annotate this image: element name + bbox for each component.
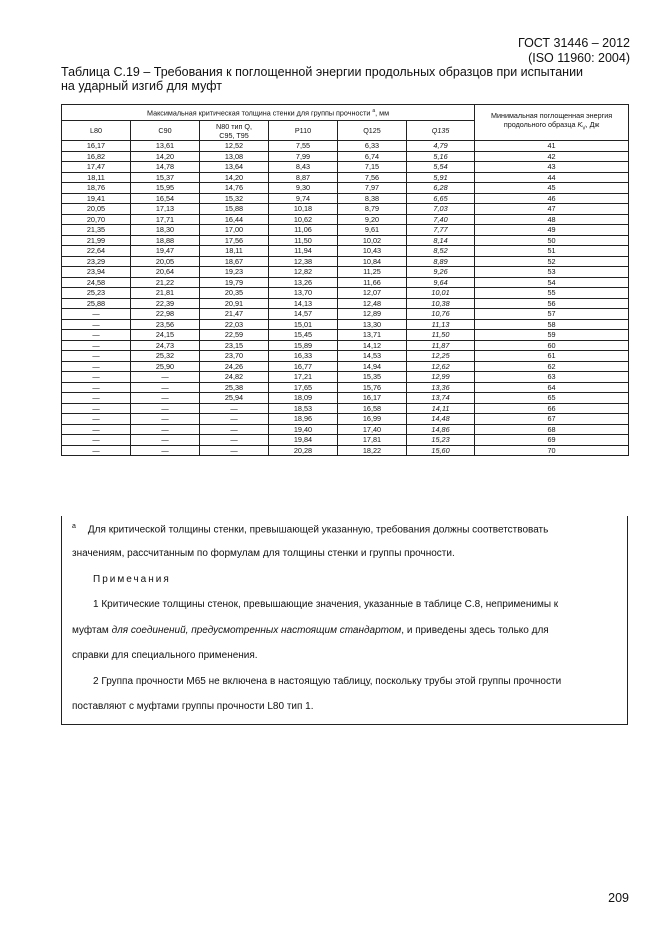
cell-n80: 22,59: [200, 330, 269, 341]
cell-q135: 9,64: [407, 277, 475, 288]
cell-n80: 20,35: [200, 288, 269, 299]
cell-l80: 18,76: [62, 183, 131, 194]
cell-p110: 7,55: [269, 141, 338, 152]
cell-c90: 25,32: [131, 351, 200, 362]
cell-l80: 20,05: [62, 204, 131, 215]
cell-energy: 41: [475, 141, 629, 152]
cell-l80: 16,17: [62, 141, 131, 152]
wall-thickness-group-header: [62, 105, 475, 121]
cell-q125: 6,74: [338, 151, 407, 162]
cell-q125: 17,81: [338, 435, 407, 446]
energy-subscript: V: [582, 125, 586, 132]
column-header-n80-line-2: C95, T95: [219, 130, 249, 140]
cell-q135: 7,03: [407, 204, 475, 215]
cell-q135: 13,74: [407, 393, 475, 404]
cell-q125: 13,30: [338, 319, 407, 330]
cell-n80: 19,79: [200, 277, 269, 288]
cell-q135: 14,86: [407, 424, 475, 435]
cell-energy: 42: [475, 151, 629, 162]
cell-q125: 7,97: [338, 183, 407, 194]
cell-p110: 18,09: [269, 393, 338, 404]
cell-p110: 11,50: [269, 235, 338, 246]
cell-n80: 18,67: [200, 256, 269, 267]
cell-q125: 9,20: [338, 214, 407, 225]
cell-p110: 10,62: [269, 214, 338, 225]
cell-energy: 61: [475, 351, 629, 362]
cell-l80: —: [62, 309, 131, 320]
cell-energy: 62: [475, 361, 629, 372]
cell-p110: 12,82: [269, 267, 338, 278]
energy-requirements-table: [61, 104, 629, 456]
cell-p110: 14,57: [269, 309, 338, 320]
cell-energy: 44: [475, 172, 629, 183]
cell-c90: 24,73: [131, 340, 200, 351]
cell-c90: 14,78: [131, 162, 200, 173]
cell-q135: 5,16: [407, 151, 475, 162]
cell-c90: 21,81: [131, 288, 200, 299]
cell-q125: 17,40: [338, 424, 407, 435]
cell-q125: 16,17: [338, 393, 407, 404]
cell-q125: 14,53: [338, 351, 407, 362]
cell-q135: 14,48: [407, 414, 475, 425]
cell-l80: —: [62, 340, 131, 351]
table-row: [62, 204, 629, 215]
cell-q125: 10,84: [338, 256, 407, 267]
table-row: [62, 403, 629, 414]
cell-energy: 67: [475, 414, 629, 425]
note-2-line-1: 2 Группа прочности М65 не включена в настоящую таблицу, поскольку трубы этой группы прочности: [93, 676, 562, 687]
cell-c90: 14,20: [131, 151, 200, 162]
cell-p110: 14,13: [269, 298, 338, 309]
cell-energy: 60: [475, 340, 629, 351]
cell-p110: 8,87: [269, 172, 338, 183]
cell-energy: 63: [475, 372, 629, 383]
cell-p110: 17,21: [269, 372, 338, 383]
cell-n80: —: [200, 414, 269, 425]
note-2-line-2: поставляют с муфтами группы прочности L80 тип 1.: [72, 701, 314, 712]
cell-energy: 54: [475, 277, 629, 288]
notes-heading: Примечания: [93, 574, 171, 585]
note-1-text-start: муфтам: [72, 625, 112, 636]
cell-l80: 16,82: [62, 151, 131, 162]
cell-c90: —: [131, 424, 200, 435]
cell-q125: 10,02: [338, 235, 407, 246]
table-row: [62, 319, 629, 330]
cell-energy: 49: [475, 225, 629, 236]
cell-q135: 6,28: [407, 183, 475, 194]
cell-c90: 17,71: [131, 214, 200, 225]
cell-p110: 16,33: [269, 351, 338, 362]
cell-c90: 16,54: [131, 193, 200, 204]
group-header-unit: , мм: [375, 108, 390, 118]
cell-q135: 7,77: [407, 225, 475, 236]
cell-p110: 17,65: [269, 382, 338, 393]
cell-n80: 24,26: [200, 361, 269, 372]
cell-energy: 70: [475, 445, 629, 456]
cell-l80: —: [62, 393, 131, 404]
column-header-q135: Q135: [407, 121, 475, 141]
column-header-n80-line-1: N80 тип Q,: [216, 121, 252, 131]
cell-p110: 20,28: [269, 445, 338, 456]
table-row: [62, 235, 629, 246]
cell-q125: 9,61: [338, 225, 407, 236]
cell-l80: —: [62, 319, 131, 330]
table-row: [62, 288, 629, 299]
table-row: [62, 382, 629, 393]
group-header-text: Максимальная критическая толщина стенки для группы прочности: [147, 108, 371, 118]
column-header-n80: [200, 121, 269, 141]
cell-energy: 48: [475, 214, 629, 225]
table-row: [62, 193, 629, 204]
cell-l80: 20,70: [62, 214, 131, 225]
table-row: [62, 309, 629, 320]
cell-energy: 64: [475, 382, 629, 393]
table-row: [62, 151, 629, 162]
cell-q135: 15,60: [407, 445, 475, 456]
cell-p110: 8,43: [269, 162, 338, 173]
cell-energy: 47: [475, 204, 629, 215]
cell-c90: 25,90: [131, 361, 200, 372]
cell-c90: —: [131, 445, 200, 456]
cell-energy: 66: [475, 403, 629, 414]
cell-n80: 17,56: [200, 235, 269, 246]
table-row: [62, 256, 629, 267]
cell-c90: 13,61: [131, 141, 200, 152]
table-row: [62, 414, 629, 425]
footnote-line-1: Для критической толщины стенки, превышающей указанную, требования должны соответствовать: [87, 524, 549, 536]
cell-q125: 11,25: [338, 267, 407, 278]
cell-n80: 13,08: [200, 151, 269, 162]
column-header-l80: L80: [62, 121, 131, 141]
energy-unit: , Дж: [585, 120, 600, 130]
table-row: [62, 330, 629, 341]
table-row: [62, 214, 629, 225]
cell-l80: —: [62, 351, 131, 362]
column-header-c90: C90: [131, 121, 200, 141]
cell-c90: 22,98: [131, 309, 200, 320]
cell-p110: 16,77: [269, 361, 338, 372]
cell-p110: 13,26: [269, 277, 338, 288]
footnote: [72, 520, 623, 536]
cell-l80: —: [62, 361, 131, 372]
table-row: [62, 372, 629, 383]
cell-q135: 15,23: [407, 435, 475, 446]
cell-q125: 7,56: [338, 172, 407, 183]
cell-p110: 15,45: [269, 330, 338, 341]
table-row: [62, 172, 629, 183]
cell-c90: —: [131, 393, 200, 404]
cell-p110: 10,18: [269, 204, 338, 215]
cell-l80: 17,47: [62, 162, 131, 173]
note-1-line-3: справки для специального применения.: [72, 650, 258, 661]
cell-l80: —: [62, 330, 131, 341]
cell-q135: 11,50: [407, 330, 475, 341]
cell-q125: 15,76: [338, 382, 407, 393]
cell-q135: 11,87: [407, 340, 475, 351]
cell-q135: 12,25: [407, 351, 475, 362]
table-row: [62, 340, 629, 351]
cell-q135: 13,36: [407, 382, 475, 393]
table-title: [61, 65, 631, 93]
cell-l80: —: [62, 424, 131, 435]
cell-q135: 8,89: [407, 256, 475, 267]
cell-energy: 58: [475, 319, 629, 330]
cell-p110: 18,96: [269, 414, 338, 425]
note-1-text-end: , и приведены здесь только для: [401, 625, 549, 636]
cell-l80: —: [62, 414, 131, 425]
cell-l80: —: [62, 382, 131, 393]
table-row: [62, 361, 629, 372]
cell-n80: —: [200, 445, 269, 456]
table-title-line-2: на ударный изгиб для муфт: [61, 79, 222, 93]
cell-n80: 21,47: [200, 309, 269, 320]
cell-c90: 18,30: [131, 225, 200, 236]
page-number: 209: [608, 891, 629, 905]
cell-c90: 20,64: [131, 267, 200, 278]
table-row: [62, 246, 629, 257]
cell-n80: 25,94: [200, 393, 269, 404]
cell-q135: 14,11: [407, 403, 475, 414]
cell-l80: 22,64: [62, 246, 131, 257]
cell-l80: —: [62, 372, 131, 383]
cell-l80: —: [62, 445, 131, 456]
cell-n80: 22,03: [200, 319, 269, 330]
cell-energy: 43: [475, 162, 629, 173]
cell-q125: 8,38: [338, 193, 407, 204]
cell-n80: 17,00: [200, 225, 269, 236]
cell-n80: 14,20: [200, 172, 269, 183]
table-row: [62, 351, 629, 362]
cell-n80: 23,15: [200, 340, 269, 351]
cell-p110: 18,53: [269, 403, 338, 414]
cell-p110: 19,40: [269, 424, 338, 435]
cell-c90: 20,05: [131, 256, 200, 267]
cell-c90: 24,15: [131, 330, 200, 341]
table-row: [62, 424, 629, 435]
cell-energy: 57: [475, 309, 629, 320]
table-row: [62, 298, 629, 309]
standard-number: ГОСТ 31446 – 2012: [518, 36, 630, 50]
cell-n80: 23,70: [200, 351, 269, 362]
energy-header: [475, 105, 629, 141]
cell-l80: 23,94: [62, 267, 131, 278]
cell-q135: 7,40: [407, 214, 475, 225]
cell-n80: 15,32: [200, 193, 269, 204]
cell-q135: 9,26: [407, 267, 475, 278]
cell-energy: 69: [475, 435, 629, 446]
cell-c90: —: [131, 382, 200, 393]
cell-n80: —: [200, 435, 269, 446]
cell-n80: —: [200, 424, 269, 435]
cell-l80: —: [62, 435, 131, 446]
energy-symbol: K: [577, 120, 583, 130]
cell-q125: 15,35: [338, 372, 407, 383]
cell-q135: 5,54: [407, 162, 475, 173]
cell-q135: 8,14: [407, 235, 475, 246]
cell-c90: 23,56: [131, 319, 200, 330]
cell-n80: 13,64: [200, 162, 269, 173]
cell-c90: —: [131, 414, 200, 425]
cell-q135: 11,13: [407, 319, 475, 330]
cell-q135: 6,65: [407, 193, 475, 204]
cell-energy: 55: [475, 288, 629, 299]
cell-l80: 21,99: [62, 235, 131, 246]
cell-l80: 19,41: [62, 193, 131, 204]
cell-l80: —: [62, 403, 131, 414]
cell-c90: 17,13: [131, 204, 200, 215]
cell-n80: 12,52: [200, 141, 269, 152]
cell-p110: 11,94: [269, 246, 338, 257]
cell-c90: 15,95: [131, 183, 200, 194]
table-row: [62, 141, 629, 152]
cell-q135: 5,91: [407, 172, 475, 183]
cell-n80: 20,91: [200, 298, 269, 309]
table-title-line-1: Таблица С.19 – Требования к поглощенной энергии продольных образцов при испытании: [61, 65, 584, 79]
cell-energy: 50: [475, 235, 629, 246]
cell-p110: 9,30: [269, 183, 338, 194]
table-row: [62, 162, 629, 173]
cell-n80: 18,11: [200, 246, 269, 257]
note-1-line-2: [72, 624, 623, 637]
footnote-line-2: значениям, рассчитанным по формулам для толщины стенки и группы прочности.: [72, 548, 455, 559]
table-row: [62, 445, 629, 456]
cell-q125: 8,79: [338, 204, 407, 215]
cell-q125: 10,43: [338, 246, 407, 257]
cell-q135: 12,99: [407, 372, 475, 383]
table-row: [62, 225, 629, 236]
energy-header-text: Минимальная поглощенная энергия продольного образца: [490, 111, 613, 130]
cell-l80: 25,88: [62, 298, 131, 309]
cell-p110: 13,70: [269, 288, 338, 299]
cell-l80: 24,58: [62, 277, 131, 288]
cell-n80: 15,88: [200, 204, 269, 215]
cell-q125: 12,89: [338, 309, 407, 320]
cell-l80: 18,11: [62, 172, 131, 183]
footnote-reference: а: [372, 108, 376, 115]
cell-l80: 23,29: [62, 256, 131, 267]
cell-n80: 16,44: [200, 214, 269, 225]
cell-c90: —: [131, 372, 200, 383]
cell-c90: 18,88: [131, 235, 200, 246]
cell-p110: 15,01: [269, 319, 338, 330]
cell-q125: 16,99: [338, 414, 407, 425]
cell-n80: —: [200, 403, 269, 414]
note-1-line-1: 1 Критические толщины стенок, превышающие значения, указанные в таблице С.8, неприменимы к: [93, 599, 559, 610]
document-code: [518, 36, 630, 66]
cell-energy: 68: [475, 424, 629, 435]
iso-reference: (ISO 11960: 2004): [528, 51, 630, 65]
cell-n80: 25,38: [200, 382, 269, 393]
cell-energy: 46: [475, 193, 629, 204]
table-row: [62, 267, 629, 278]
cell-c90: 19,47: [131, 246, 200, 257]
cell-c90: 15,37: [131, 172, 200, 183]
cell-q125: 18,22: [338, 445, 407, 456]
cell-p110: 7,99: [269, 151, 338, 162]
table-row: [62, 277, 629, 288]
cell-energy: 65: [475, 393, 629, 404]
cell-energy: 59: [475, 330, 629, 341]
cell-q135: 10,38: [407, 298, 475, 309]
table-body: [62, 141, 629, 456]
table-row: [62, 393, 629, 404]
cell-q135: 10,76: [407, 309, 475, 320]
cell-energy: 56: [475, 298, 629, 309]
cell-c90: 21,22: [131, 277, 200, 288]
cell-q125: 14,94: [338, 361, 407, 372]
cell-energy: 45: [475, 183, 629, 194]
cell-l80: 21,35: [62, 225, 131, 236]
cell-q125: 7,15: [338, 162, 407, 173]
cell-c90: —: [131, 435, 200, 446]
cell-q125: 16,58: [338, 403, 407, 414]
cell-q135: 8,52: [407, 246, 475, 257]
table-notes: [61, 516, 628, 725]
column-header-q125: Q125: [338, 121, 407, 141]
cell-q125: 6,33: [338, 141, 407, 152]
note-1-italic-text: для соединений, предусмотренных настоящим стандартом: [111, 625, 402, 636]
cell-energy: 52: [475, 256, 629, 267]
cell-q125: 12,07: [338, 288, 407, 299]
cell-q125: 12,48: [338, 298, 407, 309]
table-row: [62, 435, 629, 446]
cell-p110: 12,38: [269, 256, 338, 267]
cell-energy: 53: [475, 267, 629, 278]
cell-l80: 25,23: [62, 288, 131, 299]
cell-q135: 4,79: [407, 141, 475, 152]
cell-c90: —: [131, 403, 200, 414]
cell-q125: 14,12: [338, 340, 407, 351]
cell-n80: 24,82: [200, 372, 269, 383]
cell-c90: 22,39: [131, 298, 200, 309]
cell-p110: 9,74: [269, 193, 338, 204]
footnote-mark: а: [72, 523, 76, 530]
cell-p110: 15,89: [269, 340, 338, 351]
cell-n80: 19,23: [200, 267, 269, 278]
column-header-p110: P110: [269, 121, 338, 141]
cell-q135: 10,01: [407, 288, 475, 299]
cell-q135: 12,62: [407, 361, 475, 372]
cell-p110: 11,06: [269, 225, 338, 236]
cell-n80: 14,76: [200, 183, 269, 194]
table-row: [62, 183, 629, 194]
cell-energy: 51: [475, 246, 629, 257]
cell-q125: 13,71: [338, 330, 407, 341]
cell-q125: 11,66: [338, 277, 407, 288]
cell-p110: 19,84: [269, 435, 338, 446]
